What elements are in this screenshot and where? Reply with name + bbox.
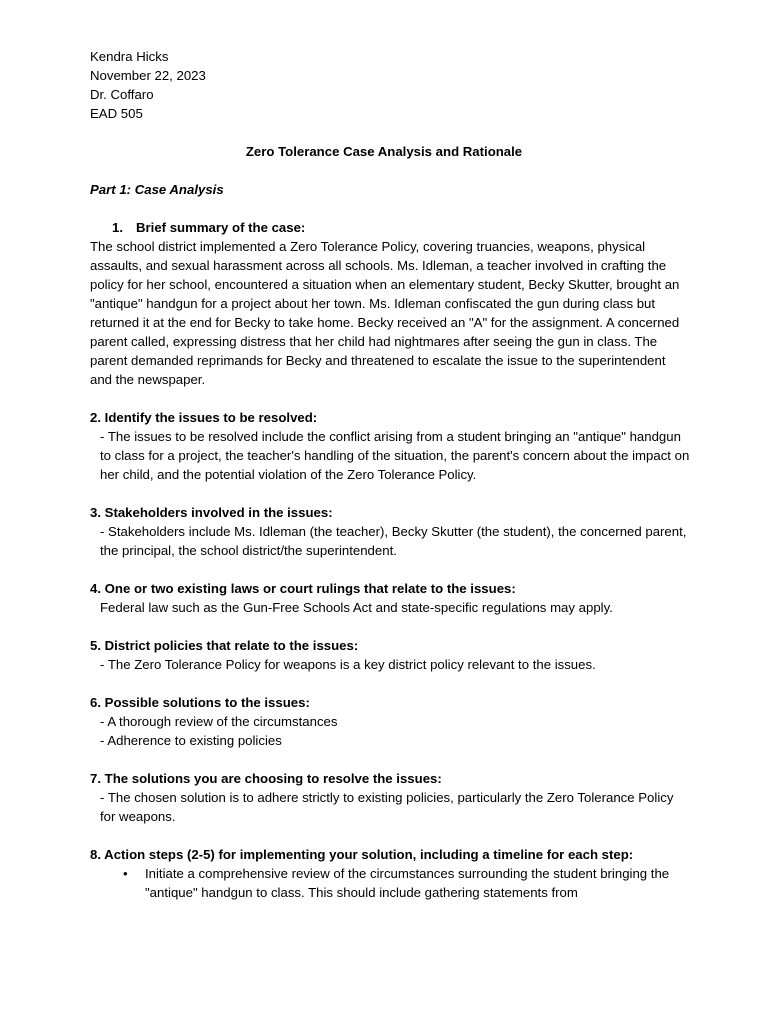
instructor-name: Dr. Coffaro — [90, 87, 154, 102]
section-6-item: - Adherence to existing policies — [100, 733, 282, 748]
action-steps-list — [90, 864, 690, 902]
section-7 — [90, 769, 690, 826]
section-8-heading: 8. Action steps (2-5) for implementing your solution, including a timeline for each step: — [90, 847, 634, 862]
section-5-body: - The Zero Tolerance Policy for weapons is a key district policy relevant to the issues. — [100, 657, 596, 672]
action-step-text: Initiate a comprehensive review of the circumstances surrounding the student bringing the "antique" handgun to class. This should include gathering statements from — [145, 866, 670, 900]
section-2-body: - The issues to be resolved include the conflict arising from a student bringing an "antique" handgun to class for a project, the teacher's handling of the situation, the parent's concern about the impact on her child, and the potential violation of the Zero Tolerance Policy. — [100, 429, 690, 482]
section-8 — [90, 845, 690, 902]
section-2 — [90, 408, 690, 484]
section-5-heading: 5. District policies that relate to the issues: — [90, 638, 359, 653]
section-7-heading: 7. The solutions you are choosing to resolve the issues: — [90, 771, 442, 786]
section-1-number: 1. — [112, 220, 123, 235]
document-title: Zero Tolerance Case Analysis and Rationale — [245, 144, 523, 159]
section-6-heading: 6. Possible solutions to the issues: — [90, 695, 310, 710]
document-date: November 22, 2023 — [90, 68, 206, 83]
section-4-heading: 4. One or two existing laws or court rulings that relate to the issues: — [90, 581, 516, 596]
section-5 — [90, 636, 690, 674]
section-1-heading-text: Brief summary of the case: — [136, 220, 306, 235]
bullet-icon: • — [123, 866, 128, 881]
section-6-item: - A thorough review of the circumstances — [100, 714, 338, 729]
section-7-body: - The chosen solution is to adhere strictly to existing policies, particularly the Zero Tolerance Policy for weapons. — [100, 790, 674, 824]
section-2-heading: 2. Identify the issues to be resolved: — [90, 410, 318, 425]
section-3 — [90, 503, 690, 560]
section-3-heading: 3. Stakeholders involved in the issues: — [90, 505, 333, 520]
author-name: Kendra Hicks — [90, 49, 169, 64]
section-6 — [90, 693, 690, 750]
section-1 — [90, 218, 690, 389]
part-1-heading: Part 1: Case Analysis — [90, 182, 224, 197]
document-page — [90, 47, 690, 902]
section-4-body: Federal law such as the Gun-Free Schools Act and state-specific regulations may apply. — [100, 600, 613, 615]
section-1-body: The school district implemented a Zero Tolerance Policy, covering truancies, weapons, physical assaults, and sexual harassment across all schools. Ms. Idleman, a teacher involved in crafting the policy for her school, encountered a situation when an elementary student, Becky Skutter, brought an "antique" handgun for a project about her town. Ms. Idleman confiscated the gun during class but returned it at the end for Becky to take home. Becky received an "A" for the assignment. A concerned parent called, expressing distress that her child had nightmares after seeing the gun in class. The parent demanded reprimands for Becky and threatened to escalate the issue to the superintendent and the newspaper. — [90, 239, 680, 387]
section-3-body: - Stakeholders include Ms. Idleman (the teacher), Becky Skutter (the student), the concerned parent, the principal, the school district/the superintendent. — [100, 524, 687, 558]
course-code: EAD 505 — [90, 106, 143, 121]
section-4 — [90, 579, 690, 617]
action-step-item — [90, 864, 690, 902]
section-1-heading — [90, 218, 690, 237]
